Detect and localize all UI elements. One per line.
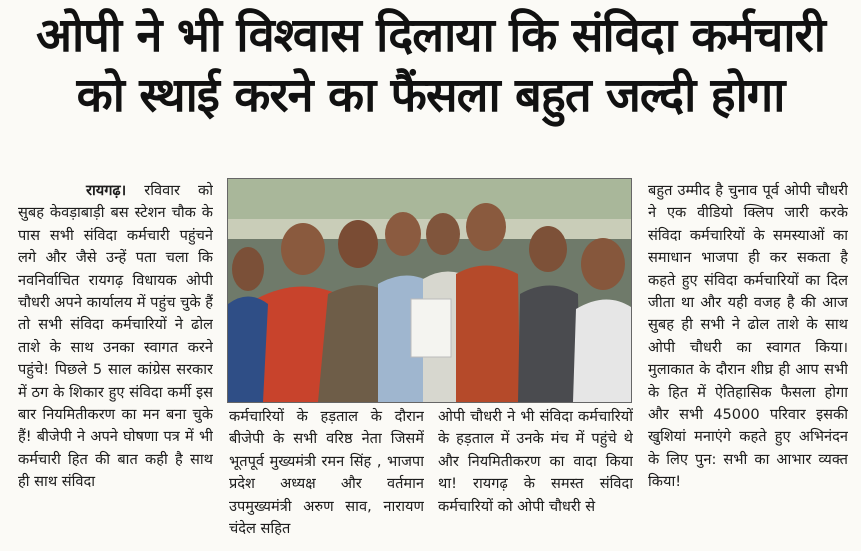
headline bbox=[0, 6, 861, 126]
article-column-4: बहुत उम्मीद है चुनाव पूर्व ओपी चौधरी ने एक वीडियो क्लिप जारी करके संविदा कर्मचारियों के समस्याओं का समाधान भाजपा ही कर सकता है कहते हुए संविदा कर्मचारियों का दिल जीता था और यही वजह है की आज सुबह ही सभी ने ढोल ताशे के साथ ओपी चौधरी का स्वागत किया। मुलाकात के दौरान शीघ्र ही आप सभी के हित में ऐतिहासिक फैसला होगा और सभी 45000 परिवार इसकी खुशियां मनाएंगे कहते हुए अभिनंदन के लिए पुन: सभी का आभार व्यक्त किया! bbox=[648, 182, 848, 491]
headline-line-2: को स्थाई करने का फैंसला बहुत जल्दी होगा bbox=[76, 68, 785, 123]
headline-line-1: ओपी ने भी विश्वास दिलाया कि संविदा कर्मचारी bbox=[36, 8, 825, 63]
news-photo bbox=[227, 178, 632, 403]
group-photo-illustration bbox=[228, 179, 631, 402]
dateline: रायगढ़। bbox=[86, 182, 127, 199]
article-column-1 bbox=[18, 180, 213, 545]
article-column-2: कर्मचारियों के हड़ताल के दौरान बीजेपी के सभी वरिष्ठ नेता जिसमें भूतपूर्व मुख्यमंत्री रमन सिंह , भाजपा प्रदेश अध्यक्ष और वर्तमान उपमुख्यमंत्री अरुण साव, नारायण चंदेल सहित bbox=[229, 408, 424, 538]
article-column-1-text: रविवार को सुबह केवड़ाबाड़ी बस स्टेशन चौक के पास सभी संविदा कर्मचारी पहुंचने लगे और जैसे उन्हें पता चला कि नवनिर्वाचित रायगढ़ विधायक ओपी चौधरी अपने कार्यालय में पहुंच चुके हैं तो सभी संविदा कर्मचारियों ने ढोल ताशे के साथ उनका स्वागत करने पहुंचे! पिछले 5 साल कांग्रेस सरकार में ठग के शिकार हुए संविदा कर्मी इस बार नियमितीकरण का मन बना चुके हैं! बीजेपी ने अपने घोषणा पत्र में भी कर्मचारी हित की बात कही है साथ ही साथ संविदा bbox=[18, 182, 213, 491]
article-column-3: ओपी चौधरी ने भी संविदा कर्मचारियों के हड़ताल में उनके मंच में पहुंचे थे और नियमितीकरण का वादा किया था! रायगढ़ के समस्त संविदा कर्मचारियों को ओपी चौधरी से bbox=[438, 408, 633, 515]
